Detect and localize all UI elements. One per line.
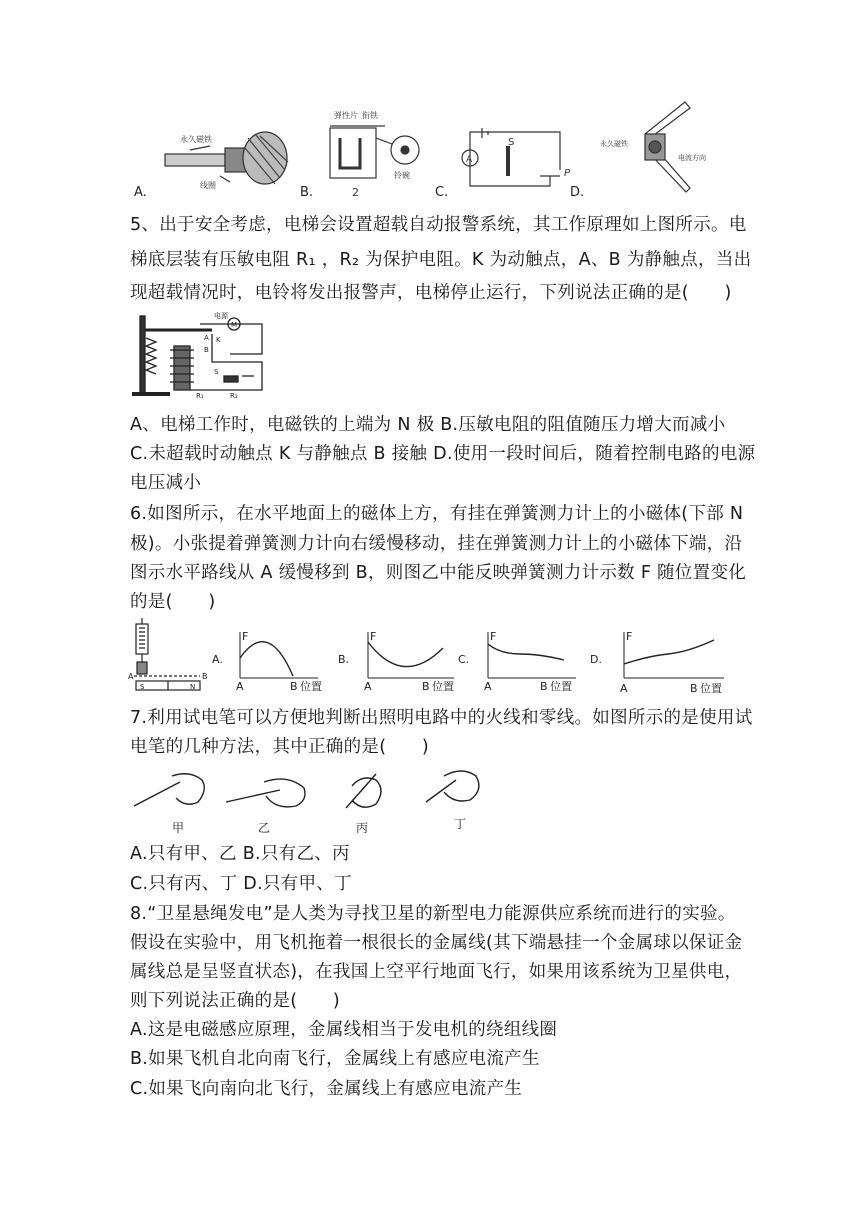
- q6-graph-d-start: A: [620, 682, 628, 695]
- q6-graph-d-y: F: [626, 630, 633, 643]
- q6-spring-scale: [134, 618, 200, 690]
- figure-d-drawing: [645, 102, 690, 192]
- q6-graph-a-end: B: [290, 680, 298, 693]
- figure-c-switch: S: [508, 137, 515, 148]
- figure-c-p: P: [564, 168, 571, 179]
- q8-line-3: 属线总是呈竖直状态)，在我国上空平行地面飞行，如果用该系统为卫星供电，: [130, 962, 743, 982]
- figure-d-label-2: 电流方向: [678, 154, 706, 162]
- q8-option-c: C.如果飞向南向北飞行，金属线上有感应电流产生: [130, 1079, 523, 1099]
- q6-graph-b-end: B: [422, 680, 430, 693]
- q5-fig-motor: M: [231, 321, 238, 329]
- figure-a-label-1: 永久磁铁: [180, 135, 212, 144]
- q6-figure-svg: [128, 618, 733, 696]
- figure-c-ammeter: A: [466, 155, 473, 165]
- q7-label-yi: 乙: [258, 821, 271, 835]
- q6-graph-b-option: B.: [338, 653, 350, 666]
- q5-fig-a: A: [204, 334, 209, 342]
- q7-line-1: 7.利用试电笔可以方便地判断出照明电路中的火线和零线。如图所示的是使用试: [130, 708, 753, 728]
- q5-option-line-3: 电压减小: [130, 473, 202, 493]
- q5-fig-power: 电源: [214, 312, 228, 320]
- q6-graph-a-y: F: [242, 630, 249, 643]
- q5-fig-r2: R₂: [230, 392, 238, 400]
- figure-a-option: A.: [134, 185, 147, 198]
- q7-line-2: 电笔的几种方法，其中正确的是( ): [130, 737, 430, 757]
- q6-graph-d: [590, 630, 724, 695]
- q6-graph-c: [458, 630, 576, 693]
- figure-d-option: D.: [570, 185, 585, 198]
- figure-b-numeral: 2: [352, 186, 359, 198]
- q5-option-line-2: C.未超载时动触点 K 与静触点 B 接触 D.使用一段时间后，随着控制电路的电源: [130, 444, 756, 464]
- q6-line-1: 6.如图所示，在水平地面上的磁体上方，有挂在弹簧测力计上的小磁体(下部 N: [130, 504, 744, 524]
- q6-magnet-n: N: [190, 683, 196, 691]
- q6-graph-c-end: B: [540, 680, 548, 693]
- q7-option-line-1: A.只有甲、乙 B.只有乙、丙: [130, 844, 350, 864]
- q5-line-3: 现超载情况时，电铃将发出报警声，电梯停止运行，下列说法正确的是( ): [130, 283, 732, 303]
- q6-figure: [128, 618, 733, 696]
- q6-graph-d-end: B: [690, 682, 698, 695]
- q6-line-2: 极)。小张提着弹簧测力计向右缓慢移动，挂在弹簧测力计上的小磁体下端，沿: [130, 534, 743, 554]
- q6-graph-d-option: D.: [590, 653, 602, 666]
- q6-graph-a-start: A: [236, 680, 244, 693]
- figure-b-label-2: 衔铁: [362, 111, 378, 120]
- q5-fig-k: K: [216, 336, 221, 344]
- q6-line-4: 的是( ): [130, 592, 216, 612]
- q7-option-line-2: C.只有丙、丁 D.只有甲、丁: [130, 874, 352, 894]
- figure-a-label-2: 线圈: [200, 181, 216, 190]
- q8-line-2: 假设在实验中，用飞机拖着一根很长的金属线(其下端悬挂一个金属球以保证金: [130, 933, 743, 953]
- q5-fig-s: S: [214, 368, 219, 376]
- q7-label-bing: 丙: [356, 821, 369, 835]
- q7-label-ding: 丁: [454, 817, 467, 831]
- q5-line-1: 5、出于安全考虑，电梯会设置超载自动报警系统，其工作原理如上图所示。电: [130, 215, 747, 235]
- q7-figure-svg: [130, 762, 510, 838]
- q5-fig-r1: R₁: [196, 392, 204, 400]
- figure-b-label-1: 弹性片: [334, 111, 358, 120]
- q7-figure: [130, 762, 510, 838]
- q6-graph-c-y: F: [490, 630, 497, 643]
- q5-option-line-1: A、电梯工作时，电磁铁的上端为 N 极 B.压敏电阻的阻值随压力增大而减小: [130, 415, 726, 435]
- q7-label-jia: 甲: [172, 821, 185, 835]
- q6-magnet-a: A: [128, 672, 134, 681]
- q6-graph-b-start: A: [364, 680, 372, 693]
- q6-graph-c-x: 位置: [550, 680, 572, 693]
- q8-option-a: A.这是电磁感应原理，金属线相当于发电机的绕组线圈: [130, 1020, 558, 1040]
- q6-graph-c-option: C.: [458, 653, 470, 666]
- q6-graph-a-option: A.: [212, 653, 223, 666]
- q6-graph-a-x: 位置: [300, 680, 322, 693]
- q6-magnet-s: S: [140, 683, 145, 691]
- q6-graph-d-x: 位置: [700, 682, 722, 695]
- figure-b-label-3: 铃碗: [394, 171, 410, 180]
- top-figure-svg: [130, 98, 730, 198]
- top-figure-strip: [130, 98, 730, 198]
- q5-figure-svg: [130, 306, 270, 400]
- q5-fig-b: B: [204, 346, 209, 354]
- q8-line-4: 则下列说法正确的是( ): [130, 991, 341, 1011]
- q8-option-b: B.如果飞机自北向南飞行，金属线上有感应电流产生: [130, 1049, 540, 1069]
- q6-graph-b-y: F: [370, 630, 377, 643]
- q5-line-2: 梯底层装有压敏电阻 R₁ ，R₂ 为保护电阻。K 为动触点，A、B 为静触点，当出: [130, 250, 752, 270]
- q6-graph-c-start: A: [484, 680, 492, 693]
- figure-b-option: B.: [300, 185, 314, 198]
- q6-graph-b-x: 位置: [432, 680, 454, 693]
- figure-d-label-1: 永久磁铁: [600, 140, 628, 148]
- q6-graph-b: [338, 630, 454, 693]
- figure-c-option: C.: [435, 185, 449, 198]
- q8-line-1: 8.“卫星悬绳发电”是人类为寻找卫星的新型电力能源供应系统而进行的实验。: [130, 904, 736, 924]
- q5-figure: [130, 306, 270, 400]
- q6-graph-a: [212, 630, 322, 693]
- q6-line-3: 图示水平路线从 A 缓慢移到 B，则图乙中能反映弹簧测力计示数 F 随位置变化: [130, 563, 747, 583]
- q6-magnet-b: B: [202, 672, 208, 681]
